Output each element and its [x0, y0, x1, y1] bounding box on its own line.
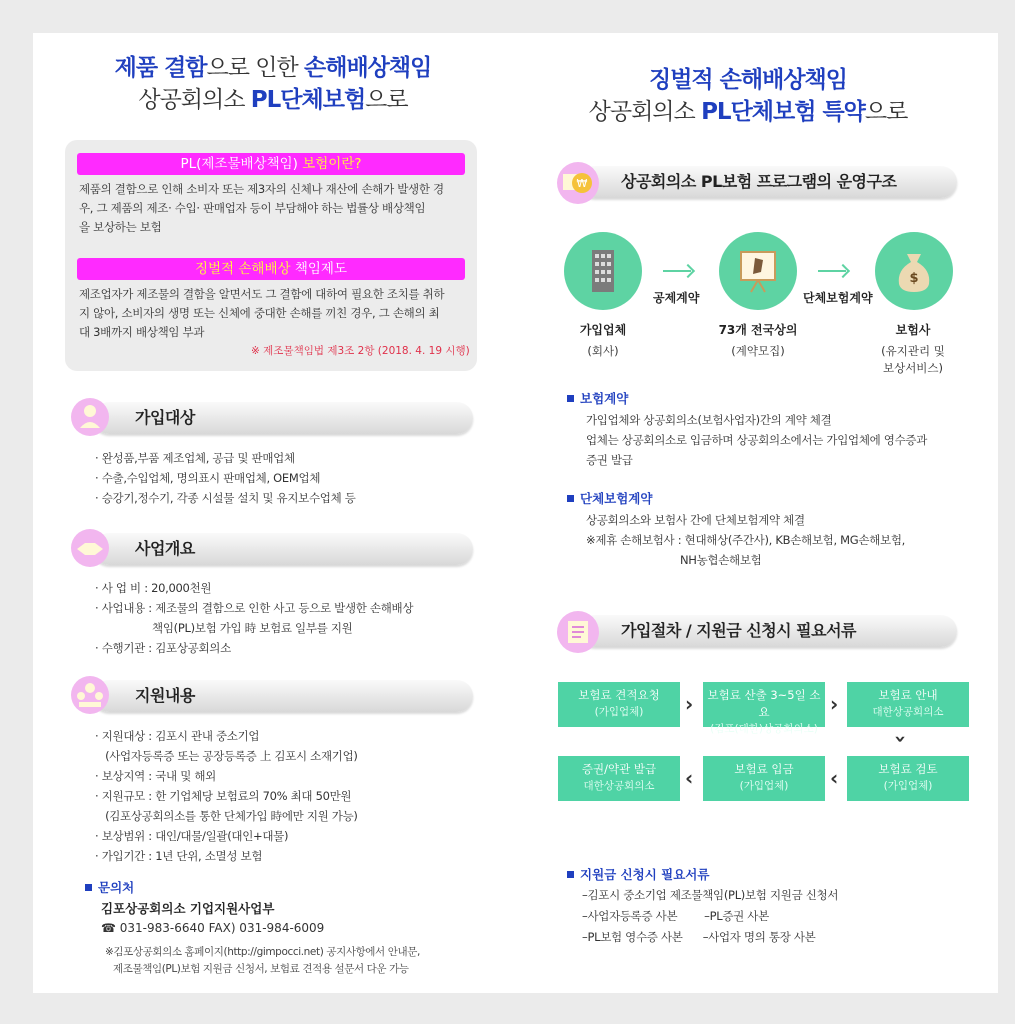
handshake-icon — [71, 529, 109, 567]
arrow-right-icon — [663, 270, 691, 272]
brochure-page — [33, 33, 998, 993]
group-icon — [71, 676, 109, 714]
right-title-line1: 징벌적 손해배상책임 — [649, 67, 847, 93]
docs-list: –김포시 중소기업 제조물책임(PL)보험 지원금 신청서 –사업자등록증 사본 –PL증권 사본 –PL보험 영수증 사본 –사업자 명의 통장 사본 — [582, 888, 839, 944]
left-title-line1: 제품 결함으로 인한 손해배상책임 — [114, 55, 432, 81]
pl-heading: PL(제조물배상책임) 보험이란? — [77, 153, 465, 175]
step-calculation: 보험료 산출 3~5일 소요 (김포(대한)상공회의소) — [703, 682, 825, 727]
punitive-heading: 징벌적 손해배상 책임제도 — [77, 258, 465, 280]
contract-text: 가입업체와 상공회의소(보험사업자)간의 계약 체결 업체는 상공회의소로 입금하며 상공회의소에서는 가입업체에 영수증과 증권 발급 — [586, 413, 928, 467]
target-list: · 완성품,부품 제조업체, 공급 및 판매업체 · 수출,수입업체, 명의표시 판매업체, OEM업체 · 승강기,정수기, 각종 시설물 설치 및 유지보수업체 등 — [95, 451, 356, 505]
section-support-title: 지원내용 — [93, 680, 473, 712]
chevron-right-icon: › — [685, 692, 694, 716]
group-contract-label: 단체보험계약 — [567, 489, 652, 507]
procedure-title: 가입절차 / 지원금 신청시 필요서류 — [579, 615, 957, 647]
chevron-down-icon: › — [889, 734, 914, 744]
step-payment: 보험료 입금 (가입업체) — [703, 756, 825, 801]
law-note: ※ 제조물책임법 제3조 2항 (2018. 4. 19 시행) — [251, 345, 470, 357]
document-icon — [557, 611, 599, 653]
left-title-line2: 상공회의소 PL단체보험으로 — [138, 87, 408, 113]
won-coin-icon — [557, 162, 599, 204]
contact-org: 김포상공회의소 기업지원사업부 — [101, 901, 275, 916]
support-list: · 지원대상 : 김포시 관내 중소기업 (사업자등록증 또는 공장등록증 上 김포시 소재기업) · 보상지역 : 국내 및 해외 · 지원규모 : 한 기업체당 보험료의 70% 최대 50만원 (김포상공회의소를 통한 단체가입 時에만 지원 가능) · 보상범위 : 대인/대물/일괄(대인+대물) · 가입기간 : 1년 단위, 소멸성 보험 — [95, 729, 358, 863]
person-icon — [71, 398, 109, 436]
flow-company-sub: (회사) — [587, 344, 619, 358]
step-notice: 보험료 안내 대한상공회의소 — [847, 682, 969, 727]
docs-label: 지원금 신청시 필요서류 — [567, 865, 709, 883]
flow-insurer-sub: (유지관리 및 보상서비스) — [881, 344, 945, 375]
step-quote-request: 보험료 견적요청 (가입업체) — [558, 682, 680, 727]
chevron-right-icon: › — [830, 692, 839, 716]
flow-insurer: 보험사 — [895, 323, 931, 337]
overview-list: · 사 업 비 : 20,000천원 · 사업내용 : 제조물의 결함으로 인한 사고 등으로 발생한 손해배상 책임(PL)보험 가입 時 보험료 일부를 지원 · 수행기관 : 김포상공회의소 — [95, 581, 414, 655]
punitive-description: 제조업자가 제조물의 결함을 알면서도 그 결함에 대하여 필요한 조치를 취하 지 않아, 소비자의 생명 또는 신체에 중대한 손해를 끼친 경우, 그 손해의 최 대 3배까지 배상책임 부과 — [79, 287, 445, 339]
flow-company: 가입업체 — [579, 323, 627, 337]
chevron-left-icon: ‹ — [685, 766, 694, 790]
flow-chambers-sub: (계약모집) — [731, 344, 785, 358]
money-bag-icon — [875, 232, 953, 310]
arrow-right-icon — [818, 270, 846, 272]
structure-title: 상공회의소 PL보험 프로그램의 운영구조 — [579, 166, 957, 198]
contact-note: ※김포상공회의소 홈페이지(http://gimpocci.net) 공지사항에서 안내문, 제조물책임(PL)보험 지원금 신청서, 보험료 견적용 설문서 다운 가능 — [105, 946, 420, 975]
step-review: 보험료 검토 (가입업체) — [847, 756, 969, 801]
flow-chambers: 73개 전국상의 — [718, 323, 798, 337]
right-title-line2: 상공회의소 PL단체보험 특약으로 — [588, 99, 908, 125]
board-map-icon — [719, 232, 797, 310]
section-target-title: 가입대상 — [93, 402, 473, 434]
svg-text:₩: ₩ — [576, 177, 588, 190]
group-contract-text: 상공회의소와 보험사 간에 단체보험계약 체결 ※제휴 손해보험사 : 현대해상(주간사), KB손해보험, MG손해보험, NH농협손해보험 — [586, 513, 905, 567]
contact-label: 문의처 — [85, 878, 134, 896]
building-icon — [564, 232, 642, 310]
step-issue: 증권/약관 발급 대한상공회의소 — [558, 756, 680, 801]
pl-description: 제품의 결함으로 인해 소비자 또는 제3자의 신체나 재산에 손해가 발생한 경 우, 그 제품의 제조· 수입· 판매업자 등이 부담해야 하는 법률상 배상책임 을 보상하는 보험 — [79, 182, 444, 234]
arrow2-label: 단체보험계약 — [803, 291, 873, 305]
section-overview-title: 사업개요 — [93, 533, 473, 565]
svg-text:$: $ — [909, 271, 919, 286]
contract-label: 보험계약 — [567, 389, 628, 407]
chevron-left-icon: ‹ — [830, 766, 839, 790]
arrow1-label: 공제계약 — [653, 291, 700, 305]
contact-phone: ☎ 031-983-6640 FAX) 031-984-6009 — [101, 921, 325, 935]
